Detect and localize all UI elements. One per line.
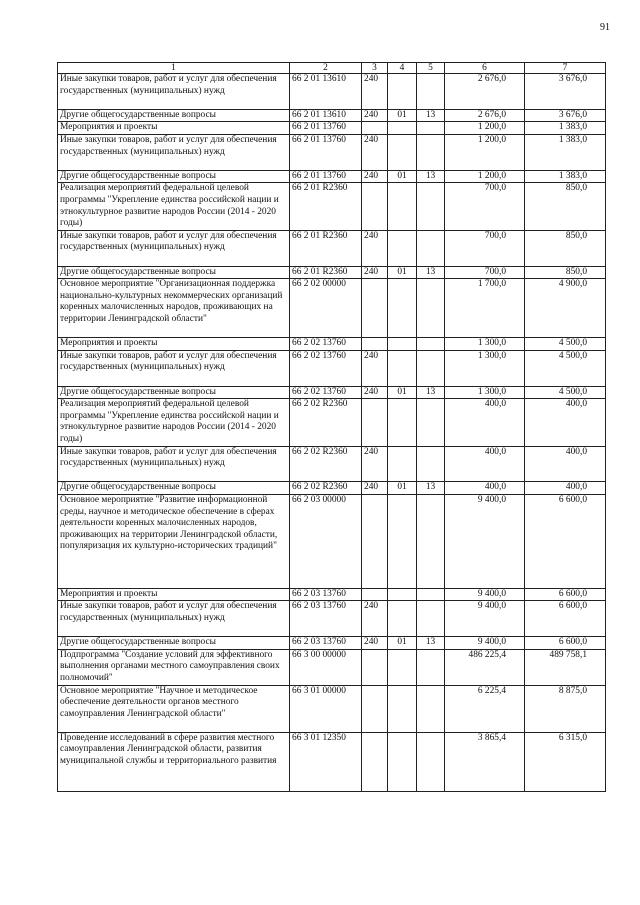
row-rz-cell: 01 bbox=[388, 170, 417, 183]
row-amount-1-cell: 1 200,0 bbox=[445, 122, 525, 135]
row-amount-2-cell: 4 500,0 bbox=[525, 386, 606, 399]
row-rz-cell bbox=[388, 601, 417, 637]
row-pr-cell bbox=[417, 446, 445, 482]
row-vr-cell bbox=[362, 588, 388, 601]
row-vr-cell: 240 bbox=[362, 134, 388, 170]
row-vr-cell bbox=[362, 183, 388, 230]
row-rz-cell bbox=[388, 588, 417, 601]
row-vr-cell bbox=[362, 338, 388, 351]
table-row bbox=[58, 266, 606, 279]
header-col-2: 2 bbox=[290, 63, 362, 74]
row-amount-2-cell: 6 600,0 bbox=[525, 601, 606, 637]
row-rz-cell bbox=[388, 183, 417, 230]
table-row bbox=[58, 134, 606, 170]
row-amount-2-cell: 3 676,0 bbox=[525, 109, 606, 122]
header-col-1: 1 bbox=[58, 63, 290, 74]
row-vr-cell bbox=[362, 122, 388, 135]
row-amount-2-cell: 6 600,0 bbox=[525, 494, 606, 588]
row-vr-cell: 240 bbox=[362, 266, 388, 279]
row-amount-1-cell: 700,0 bbox=[445, 266, 525, 279]
row-vr-cell: 240 bbox=[362, 482, 388, 495]
row-amount-2-cell: 6 315,0 bbox=[525, 732, 606, 791]
row-rz-cell bbox=[388, 230, 417, 266]
row-rz-cell bbox=[388, 279, 417, 338]
row-amount-1-cell: 486 225,4 bbox=[445, 649, 525, 685]
row-amount-1-cell: 9 400,0 bbox=[445, 588, 525, 601]
row-vr-cell bbox=[362, 732, 388, 791]
table-row bbox=[58, 494, 606, 588]
row-code-cell: 66 2 02 13760 bbox=[290, 338, 362, 351]
row-pr-cell bbox=[417, 732, 445, 791]
row-pr-cell bbox=[417, 279, 445, 338]
row-pr-cell bbox=[417, 494, 445, 588]
row-code-cell: 66 2 01 13610 bbox=[290, 109, 362, 122]
row-name-cell: Другие общегосударственные вопросы bbox=[58, 170, 290, 183]
row-rz-cell bbox=[388, 122, 417, 135]
row-name-cell: Другие общегосударственные вопросы bbox=[58, 266, 290, 279]
row-amount-1-cell: 1 300,0 bbox=[445, 386, 525, 399]
row-amount-1-cell: 1 200,0 bbox=[445, 170, 525, 183]
row-pr-cell: 13 bbox=[417, 170, 445, 183]
page-number: 91 bbox=[600, 22, 610, 33]
row-rz-cell: 01 bbox=[388, 109, 417, 122]
row-amount-2-cell: 6 600,0 bbox=[525, 637, 606, 650]
table-row bbox=[58, 350, 606, 386]
row-name-cell: Основное мероприятие "Организационная поддержка национально-культурных некоммерческих организаций коренных малочисленных народов, проживающих на территории Ленинградской области" bbox=[58, 279, 290, 338]
row-rz-cell bbox=[388, 134, 417, 170]
row-amount-2-cell: 1 383,0 bbox=[525, 170, 606, 183]
table-row bbox=[58, 601, 606, 637]
row-code-cell: 66 2 01 13760 bbox=[290, 134, 362, 170]
row-pr-cell: 13 bbox=[417, 386, 445, 399]
row-amount-2-cell: 4 500,0 bbox=[525, 338, 606, 351]
row-vr-cell: 240 bbox=[362, 446, 388, 482]
table-row bbox=[58, 637, 606, 650]
row-vr-cell bbox=[362, 685, 388, 732]
table-row bbox=[58, 386, 606, 399]
row-amount-2-cell: 4 500,0 bbox=[525, 350, 606, 386]
row-name-cell: Иные закупки товаров, работ и услуг для обеспечения государственных (муниципальных) нужд bbox=[58, 350, 290, 386]
row-amount-1-cell: 400,0 bbox=[445, 399, 525, 446]
row-code-cell: 66 2 03 13760 bbox=[290, 637, 362, 650]
row-vr-cell: 240 bbox=[362, 230, 388, 266]
header-col-5: 5 bbox=[417, 63, 445, 74]
row-pr-cell: 13 bbox=[417, 482, 445, 495]
row-rz-cell bbox=[388, 350, 417, 386]
row-amount-1-cell: 3 865,4 bbox=[445, 732, 525, 791]
row-vr-cell bbox=[362, 279, 388, 338]
row-pr-cell: 13 bbox=[417, 109, 445, 122]
row-amount-2-cell: 850,0 bbox=[525, 183, 606, 230]
row-code-cell: 66 2 02 R2360 bbox=[290, 446, 362, 482]
row-amount-1-cell: 9 400,0 bbox=[445, 494, 525, 588]
row-amount-2-cell: 400,0 bbox=[525, 399, 606, 446]
table-row bbox=[58, 732, 606, 791]
row-code-cell: 66 2 03 00000 bbox=[290, 494, 362, 588]
row-name-cell: Иные закупки товаров, работ и услуг для обеспечения государственных (муниципальных) нужд bbox=[58, 230, 290, 266]
row-vr-cell: 240 bbox=[362, 637, 388, 650]
row-name-cell: Иные закупки товаров, работ и услуг для обеспечения государственных (муниципальных) нужд bbox=[58, 601, 290, 637]
row-rz-cell bbox=[388, 338, 417, 351]
row-amount-1-cell: 9 400,0 bbox=[445, 637, 525, 650]
row-vr-cell bbox=[362, 494, 388, 588]
row-rz-cell bbox=[388, 399, 417, 446]
row-code-cell: 66 3 01 12350 bbox=[290, 732, 362, 791]
row-vr-cell: 240 bbox=[362, 601, 388, 637]
table-row bbox=[58, 446, 606, 482]
table-row bbox=[58, 482, 606, 495]
row-amount-2-cell: 850,0 bbox=[525, 266, 606, 279]
row-code-cell: 66 3 01 00000 bbox=[290, 685, 362, 732]
row-amount-1-cell: 1 300,0 bbox=[445, 338, 525, 351]
row-code-cell: 66 2 02 13760 bbox=[290, 350, 362, 386]
row-rz-cell: 01 bbox=[388, 637, 417, 650]
header-col-6: 6 bbox=[445, 63, 525, 74]
row-pr-cell bbox=[417, 350, 445, 386]
row-amount-2-cell: 850,0 bbox=[525, 230, 606, 266]
row-pr-cell bbox=[417, 649, 445, 685]
row-pr-cell bbox=[417, 685, 445, 732]
row-name-cell: Проведение исследований в сфере развития местного самоуправления Ленинградской области, развития муниципальной службы и территориального развития bbox=[58, 732, 290, 791]
row-amount-1-cell: 700,0 bbox=[445, 183, 525, 230]
row-amount-2-cell: 400,0 bbox=[525, 482, 606, 495]
table-row bbox=[58, 109, 606, 122]
row-vr-cell: 240 bbox=[362, 109, 388, 122]
row-code-cell: 66 2 01 13610 bbox=[290, 74, 362, 110]
row-rz-cell bbox=[388, 494, 417, 588]
row-vr-cell: 240 bbox=[362, 386, 388, 399]
row-code-cell: 66 2 02 00000 bbox=[290, 279, 362, 338]
row-rz-cell: 01 bbox=[388, 386, 417, 399]
row-vr-cell: 240 bbox=[362, 170, 388, 183]
row-name-cell: Мероприятия и проекты bbox=[58, 338, 290, 351]
row-amount-2-cell: 8 875,0 bbox=[525, 685, 606, 732]
row-amount-2-cell: 3 676,0 bbox=[525, 74, 606, 110]
row-rz-cell bbox=[388, 446, 417, 482]
row-pr-cell bbox=[417, 601, 445, 637]
row-vr-cell bbox=[362, 399, 388, 446]
table-row bbox=[58, 279, 606, 338]
row-amount-1-cell: 400,0 bbox=[445, 482, 525, 495]
row-name-cell: Другие общегосударственные вопросы bbox=[58, 482, 290, 495]
row-code-cell: 66 2 03 13760 bbox=[290, 601, 362, 637]
row-pr-cell bbox=[417, 588, 445, 601]
row-name-cell: Основное мероприятие "Развитие информационной среды, научное и методическое обеспечение в сферах деятельности коренных малочисленных народов, проживающих на территории Ленинградской области, популяризация их культурно-исторических традиций" bbox=[58, 494, 290, 588]
row-code-cell: 66 2 01 13760 bbox=[290, 170, 362, 183]
row-rz-cell: 01 bbox=[388, 266, 417, 279]
row-amount-2-cell: 4 900,0 bbox=[525, 279, 606, 338]
row-amount-2-cell: 1 383,0 bbox=[525, 134, 606, 170]
row-code-cell: 66 2 01 13760 bbox=[290, 122, 362, 135]
row-pr-cell bbox=[417, 134, 445, 170]
row-name-cell: Подпрограмма "Создание условий для эффективного выполнения органами местного самоуправления своих полномочий" bbox=[58, 649, 290, 685]
table-row bbox=[58, 399, 606, 446]
table-row bbox=[58, 588, 606, 601]
row-amount-1-cell: 400,0 bbox=[445, 446, 525, 482]
row-vr-cell: 240 bbox=[362, 350, 388, 386]
row-rz-cell bbox=[388, 649, 417, 685]
table-row bbox=[58, 685, 606, 732]
table-row bbox=[58, 649, 606, 685]
row-rz-cell bbox=[388, 685, 417, 732]
row-rz-cell bbox=[388, 732, 417, 791]
row-pr-cell bbox=[417, 399, 445, 446]
table-row bbox=[58, 74, 606, 110]
header-col-7: 7 bbox=[525, 63, 606, 74]
row-code-cell: 66 2 02 R2360 bbox=[290, 482, 362, 495]
row-amount-1-cell: 1 300,0 bbox=[445, 350, 525, 386]
row-amount-1-cell: 700,0 bbox=[445, 230, 525, 266]
row-code-cell: 66 2 02 R2360 bbox=[290, 399, 362, 446]
budget-table bbox=[57, 62, 606, 792]
row-name-cell: Другие общегосударственные вопросы bbox=[58, 386, 290, 399]
row-code-cell: 66 2 03 13760 bbox=[290, 588, 362, 601]
row-pr-cell bbox=[417, 122, 445, 135]
header-col-3: 3 bbox=[362, 63, 388, 74]
row-name-cell: Реализация мероприятий федеральной целевой программы "Укрепление единства российской нации и этнокультурное развитие народов России (2014 - 2020 годы) bbox=[58, 183, 290, 230]
row-code-cell: 66 2 01 R2360 bbox=[290, 266, 362, 279]
row-code-cell: 66 2 01 R2360 bbox=[290, 230, 362, 266]
table-row bbox=[58, 338, 606, 351]
row-name-cell: Иные закупки товаров, работ и услуг для обеспечения государственных (муниципальных) нужд bbox=[58, 74, 290, 110]
row-vr-cell bbox=[362, 649, 388, 685]
row-amount-2-cell: 489 758,1 bbox=[525, 649, 606, 685]
row-pr-cell bbox=[417, 74, 445, 110]
table-header-row bbox=[58, 63, 606, 74]
row-amount-2-cell: 6 600,0 bbox=[525, 588, 606, 601]
row-amount-1-cell: 6 225,4 bbox=[445, 685, 525, 732]
row-name-cell: Мероприятия и проекты bbox=[58, 588, 290, 601]
header-col-4: 4 bbox=[388, 63, 417, 74]
row-pr-cell: 13 bbox=[417, 637, 445, 650]
row-name-cell: Иные закупки товаров, работ и услуг для обеспечения государственных (муниципальных) нужд bbox=[58, 446, 290, 482]
table-row bbox=[58, 183, 606, 230]
row-amount-1-cell: 1 700,0 bbox=[445, 279, 525, 338]
row-amount-1-cell: 1 200,0 bbox=[445, 134, 525, 170]
row-pr-cell bbox=[417, 338, 445, 351]
row-name-cell: Мероприятия и проекты bbox=[58, 122, 290, 135]
table-row bbox=[58, 230, 606, 266]
row-amount-2-cell: 1 383,0 bbox=[525, 122, 606, 135]
table-row bbox=[58, 170, 606, 183]
row-amount-1-cell: 2 676,0 bbox=[445, 74, 525, 110]
row-amount-2-cell: 400,0 bbox=[525, 446, 606, 482]
row-name-cell: Другие общегосударственные вопросы bbox=[58, 637, 290, 650]
row-pr-cell bbox=[417, 183, 445, 230]
row-rz-cell bbox=[388, 74, 417, 110]
row-code-cell: 66 2 01 R2360 bbox=[290, 183, 362, 230]
table-row bbox=[58, 122, 606, 135]
row-name-cell: Иные закупки товаров, работ и услуг для обеспечения государственных (муниципальных) нужд bbox=[58, 134, 290, 170]
row-rz-cell: 01 bbox=[388, 482, 417, 495]
row-amount-1-cell: 2 676,0 bbox=[445, 109, 525, 122]
row-pr-cell bbox=[417, 230, 445, 266]
row-name-cell: Основное мероприятие "Научное и методическое обеспечение деятельности органов местного самоуправления Ленинградской области" bbox=[58, 685, 290, 732]
row-name-cell: Реализация мероприятий федеральной целевой программы "Укрепление единства российской нации и этнокультурное развитие народов России (2014 - 2020 годы) bbox=[58, 399, 290, 446]
row-pr-cell: 13 bbox=[417, 266, 445, 279]
row-code-cell: 66 3 00 00000 bbox=[290, 649, 362, 685]
row-amount-1-cell: 9 400,0 bbox=[445, 601, 525, 637]
row-vr-cell: 240 bbox=[362, 74, 388, 110]
row-name-cell: Другие общегосударственные вопросы bbox=[58, 109, 290, 122]
row-code-cell: 66 2 02 13760 bbox=[290, 386, 362, 399]
